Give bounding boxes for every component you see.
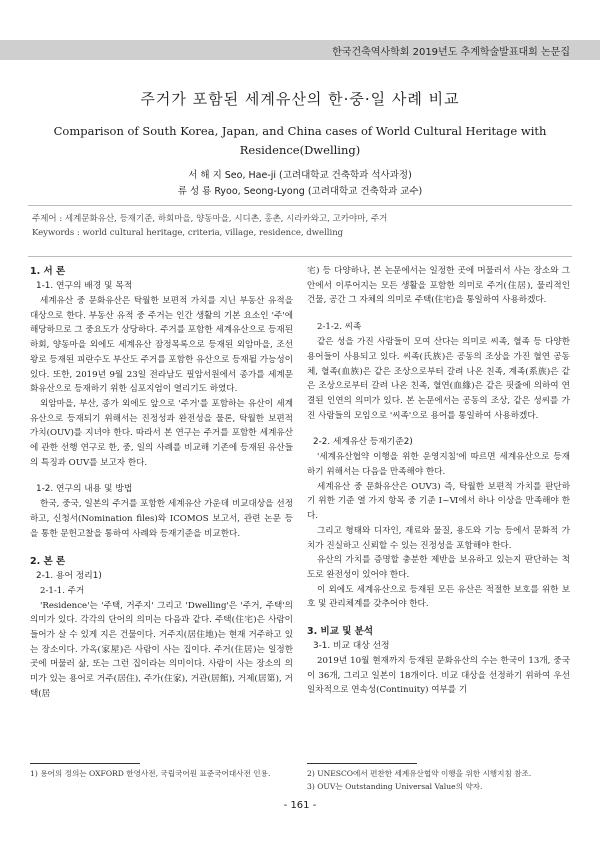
subsection-heading: 2-2. 세계유산 등재기준2): [313, 437, 413, 448]
left-column: [30, 264, 293, 701]
paragraph: 세계유산 중 문화유산은 탁월한 보편적 가치를 지닌 부동산 유적을 대상으로 한다. 부동산 유적 중 주거는 인간 생활의 기본 요소인 '주'에 해당하므로 그 중요도가 상당하다. 주거를 포함한 세계유산으로 등재된 하회, 양동마을 외에도 세계유산 잠정목록으로 등재된 외암마을, 조선왕로 등재된 피란수도 부산도 주거를 포함한 유산으로 등재될 가능성이 있다. 또한, 2019년 9월 23일 전라남도 필암서원에서 종가를 세계문화유산으로 등재하기 위한 심포지엄이 열리기도 하였다.: [30, 296, 293, 395]
sub-subsection-heading: 2-1-1. 주거: [40, 585, 85, 596]
subsection-heading: 2-1. 용어 정리1): [36, 570, 102, 581]
running-header: [0, 40, 600, 60]
footnote-rule: [30, 763, 140, 764]
subsection-heading: 1-1. 연구의 배경 및 목적: [36, 281, 133, 291]
sub-subsection-heading: 2-1-2. 씨족: [317, 322, 362, 333]
author-1: 서 해 지 Seo, Hae-ji (고려대학교 건축학과 석사과정): [188, 170, 412, 181]
footnote-2: 2) UNESCO에서 편찬한 세계유산협약 이행을 위한 시행지침 참조.: [307, 769, 532, 778]
page-number: - 161 -: [283, 800, 317, 811]
title-english: Comparison of South Korea, Japan, and China cases of World Cultural Heritage with Residence(Dwelling): [53, 124, 547, 157]
author-2: 류 성 룡 Ryoo, Seong-Lyong (고려대학교 건축학과 교수): [177, 186, 423, 197]
subsection-heading: 1-2. 연구의 내용 및 방법: [36, 484, 133, 495]
subsection-heading: 3-1. 비교 대상 선정: [313, 641, 390, 652]
journal-name: 한국건축역사학회 2019년도 추계학술발표대회 논문집: [332, 47, 570, 58]
footnote-3: 3) OUV는 Outstanding Universal Value의 약자.: [307, 782, 483, 791]
title-korean: 주거가 포함된 세계유산의 한·중·일 사례 비교: [140, 90, 460, 108]
paragraph: 'Residence'는 '주택, 거주지' 그리고 'Dwelling'은 '주거, 주택'의 의미가 있다. 각각의 단어의 의미는 다음과 같다. 주택(住宅)은 사람이 들어가 살 수 있게 지은 건물이다. 거주지(居住地)는 현재 거주하고 있는 장소이다. 가옥(家屋)은 사람이 사는 집이다. 주거(住居)는 일정한 곳에 머물러 삶, 또는 그런 집이라는 의미이다. 사람이 사는 장소의 의미가 있는 용어로 거주(居住), 주가(住家), 거관(居館), 거제(居第), 거택(居: [30, 600, 293, 699]
paragraph: 그리고 형태와 디자인, 재료와 물질, 용도와 기능 등에서 문화적 가치가 진실하고 신뢰할 수 있는 진정성을 포함해야 한다.: [307, 525, 570, 551]
paragraph: 외암마을, 부산, 종가 외에도 앞으로 '주거'를 포함하는 유산이 세계유산으로 등재되기 위해서는 진정성과 완전성을 물론, 탁월한 보편적 가치(OUV)를 지녀야 한다. 따라서 본 연구는 주거를 포함한 세계유산에 관한 선행 연구로 한, 중, 일의 사례를 비교해 기존에 등재된 유산들의 특징과 OUV를 보고자 한다.: [30, 398, 293, 468]
paragraph: 같은 성을 가진 사람들이 모여 산다는 의미로 씨족, 혈족 등 다양한 용어들이 사용되고 있다. 씨족(氏族)은 공동의 조상을 가진 혈연 공동체, 혈족(血族)은 같은 조상으로부터 갈려 나온 친족, 계족(系族)은 같은 조상으로부터 갈려 나온 친족, 혈연(血緣)은 같은 핏줄에 의하여 연결된 인연의 의미가 있다. 본 논문에서는 공동의 조상, 같은 성씨를 가진 사람들의 모임으로 '씨족'으로 용어를 통일하여 사용하겠다.: [307, 337, 570, 421]
keywords-english: Keywords : world cultural heritage, criteria, village, residence, dwelling: [32, 228, 344, 238]
right-column: [307, 264, 570, 698]
paragraph: 이 외에도 세계유산으로 등재된 모든 유산은 적절한 보호를 위한 보호 및 관리체계를 갖추어야 한다.: [307, 584, 570, 610]
section-heading: 1. 서 론: [30, 266, 66, 277]
paragraph: 유산의 가치를 증명할 충분한 제반을 보유하고 있는지 판단하는 척도로 완전성이 있어야 한다.: [307, 555, 570, 580]
keywords-box: [28, 205, 572, 257]
section-heading: 3. 비교 및 분석: [307, 626, 374, 638]
footnote-rule: [307, 763, 417, 764]
footnote-1: 1) 용어의 정의는 OXFORD 한영사전, 국립국어원 표준국어대사전 인용.: [30, 769, 271, 778]
section-heading: 2. 본 론: [30, 555, 66, 567]
paragraph: 宅) 등 다양하나, 본 논문에서는 일정한 곳에 머물러서 사는 장소와 그 안에서 이루어지는 모든 생활을 포함한 의미로 주거(住居), 물리적인 건물, 공간 그 자체의 의미로 주택(住宅)을 통일하여 사용하겠다.: [307, 266, 570, 306]
paragraph: 2019년 10월 현재까지 등재된 문화유산의 수는 한국이 13개, 중국이 36개, 그리고 일본이 18개이다. 비교 대상을 선정하기 위하여 우선 일차적으로 연속성(Continuity) 여부를 기: [307, 656, 570, 696]
paragraph: '세계유산협약 이행을 위한 운영지침'에 따르면 세계유산으로 등재 하기 위해서는 다음을 만족해야 한다.: [307, 452, 570, 478]
paragraph: 한국, 중국, 일본의 주거를 포함한 세계유산 가운데 비교대상을 선정하고, 신청서(Nomination files)와 ICOMOS 보고서, 관련 논문 등을 통한 문헌고찰을 통하여 사례와 등재기준을 비교한다.: [30, 499, 293, 539]
paragraph: 세계유산 중 문화유산은 OUV3) 즉, 탁월한 보편적 가치를 판단하기 위한 기준 열 가지 항목 중 기준 Ⅰ~Ⅵ에서 하나 이상을 만족해야 한다.: [307, 481, 570, 522]
keywords-korean: 주제어 : 세계문화유산, 등재기준, 하회마을, 양동마을, 시디촌, 홍촌, 시라카와고, 고카야마, 주거: [32, 214, 388, 224]
